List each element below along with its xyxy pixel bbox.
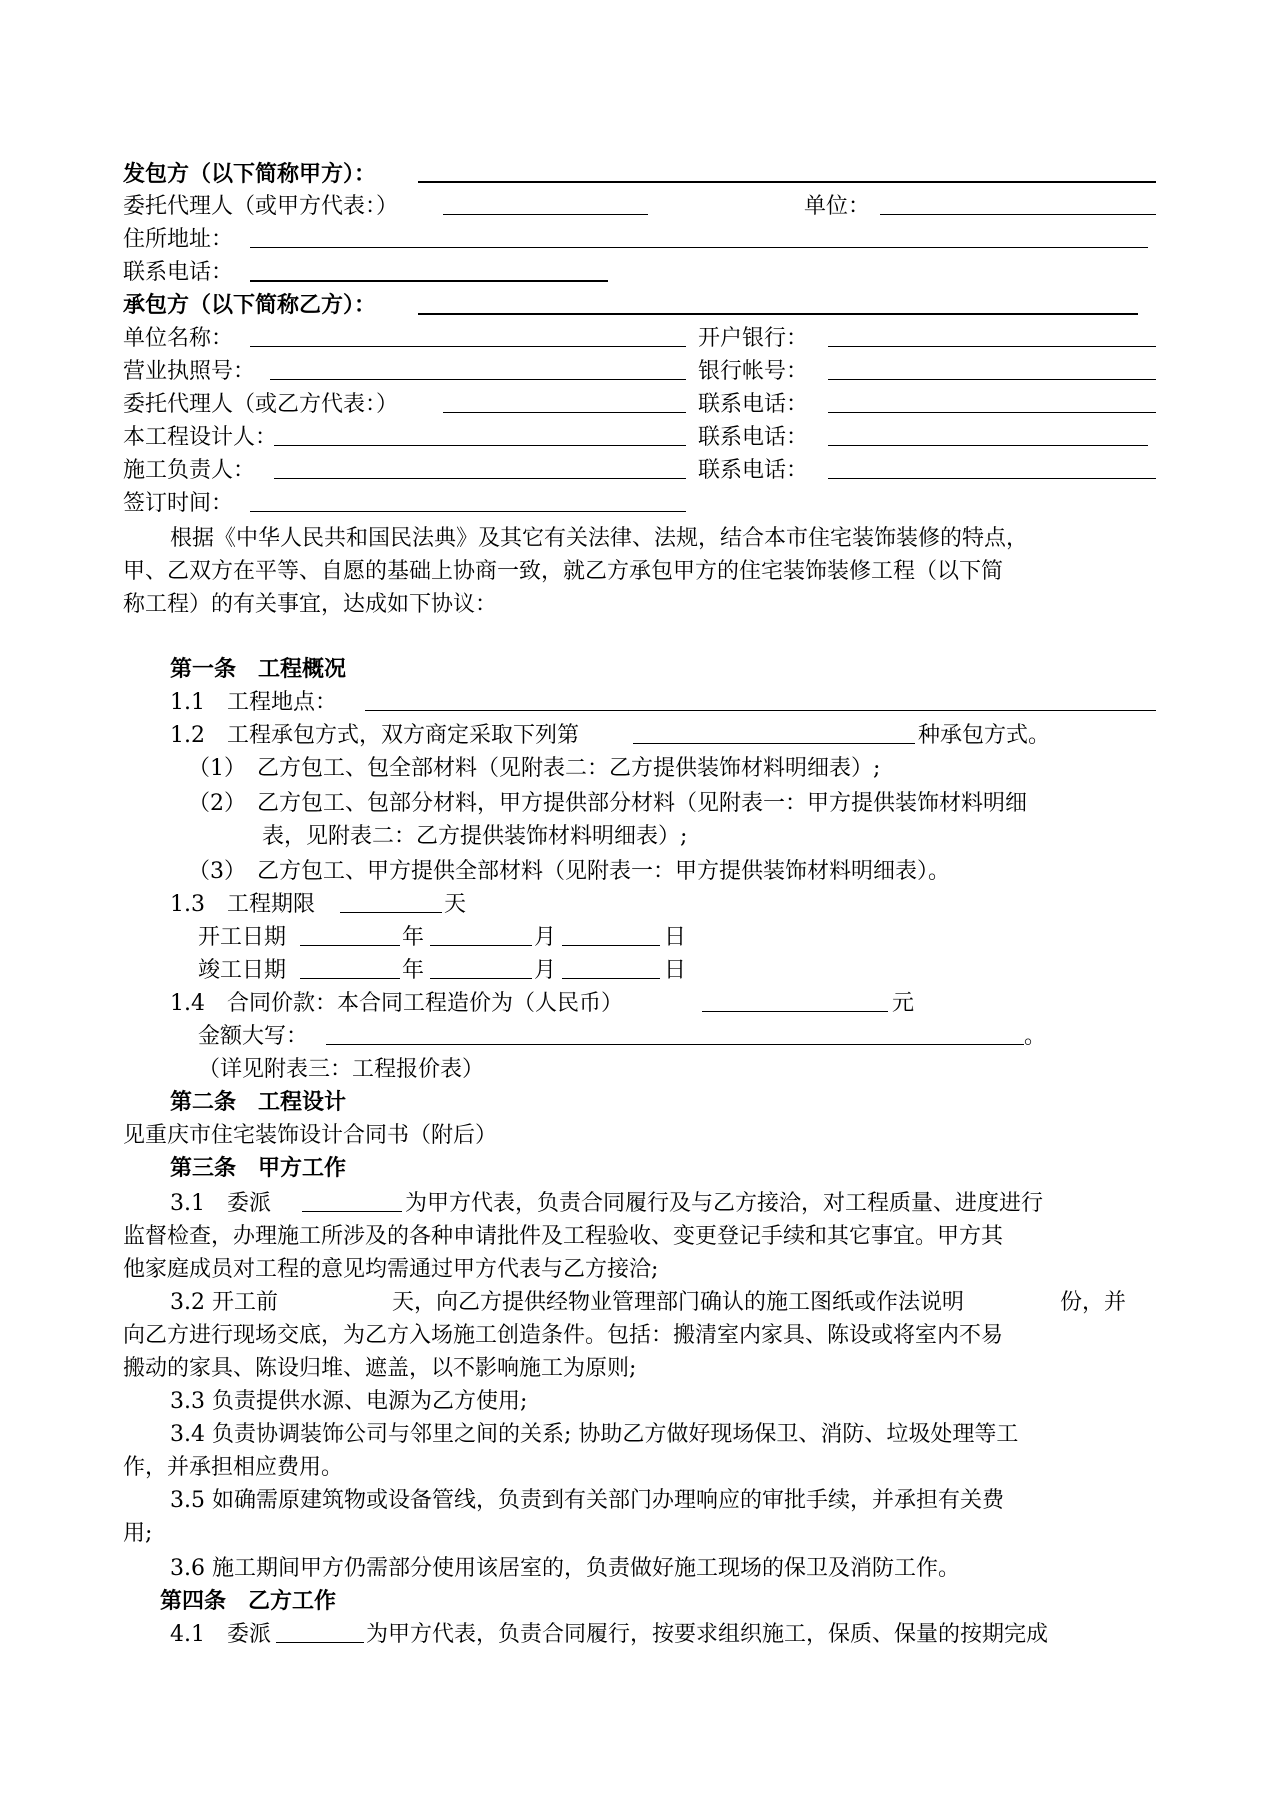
address-blank <box>250 247 1148 248</box>
article-4-title: 第四条 乙方工作 <box>160 1589 337 1614</box>
party-a-blank <box>418 181 1156 183</box>
phone-b1-label: 联系电话： <box>698 392 809 417</box>
phone-b1-blank <box>828 412 1156 413</box>
s3-1-blank <box>302 1211 402 1212</box>
s4-1-line-1: 为甲方代表，负责合同履行，按要求组织施工，保质、保量的按期完成 <box>366 1622 1049 1647</box>
s1-2-tail: 种承包方式。 <box>918 723 1051 748</box>
designer-blank <box>274 445 686 446</box>
s3-2-line-1: 天，向乙方提供经物业管理部门确认的施工图纸或作法说明 <box>392 1290 965 1315</box>
license-blank <box>270 379 686 380</box>
bank-blank <box>828 346 1156 347</box>
article-1-title: 第一条 工程概况 <box>170 657 347 682</box>
address-label: 住所地址： <box>123 227 234 252</box>
s3-2-line-2: 向乙方进行现场交底，为乙方入场施工创造条件。包括：搬清室内家具、陈设或将室内不易 <box>123 1323 1004 1348</box>
unit-name-blank <box>250 346 686 347</box>
article-2-text: 见重庆市住宅装饰设计合同书（附后） <box>123 1123 498 1148</box>
s3-1-label: 3.1 委派 <box>170 1191 271 1216</box>
intro-line-2: 甲、乙双方在平等、自愿的基础上协商一致，就乙方承包甲方的住宅装饰装修工程（以下简 <box>123 559 1004 584</box>
end-year-unit: 年 <box>402 958 425 983</box>
s3-1-line-1: 为甲方代表，负责合同履行及与乙方接洽，对工程质量、进度进行 <box>405 1191 1044 1216</box>
intro-line-1: 根据《中华人民共和国民法典》及其它有关法律、法规，结合本市住宅装饰装修的特点， <box>170 526 1029 551</box>
license-label: 营业执照号： <box>123 359 256 384</box>
sign-time-label: 签订时间： <box>123 491 234 516</box>
s1-1-label: 1.1 工程地点： <box>170 690 337 715</box>
start-day-unit: 日 <box>664 925 687 950</box>
s3-2-label: 3.2 开工前 <box>170 1290 278 1315</box>
unit-name-label: 单位名称： <box>123 326 234 351</box>
agent-b-blank <box>443 412 686 413</box>
bank-label: 开户银行： <box>698 326 809 351</box>
agent-a-label: 委托代理人（或甲方代表：） <box>123 194 399 219</box>
account-label: 银行帐号： <box>698 359 809 384</box>
party-b-blank <box>418 313 1138 315</box>
s1-2-text: 1.2 工程承包方式，双方商定采取下列第 <box>170 723 579 748</box>
end-date-label: 竣工日期 <box>198 958 287 983</box>
s3-5-line-2: 用; <box>123 1521 153 1546</box>
agent-a-blank <box>443 214 648 215</box>
start-year-blank <box>300 945 400 946</box>
amount-label: 金额大写： <box>198 1024 309 1049</box>
phone-a-label: 联系电话： <box>123 260 234 285</box>
start-date-label: 开工日期 <box>198 925 287 950</box>
agent-b-label: 委托代理人（或乙方代表：） <box>123 392 399 417</box>
s1-3-days-unit: 天 <box>444 892 467 917</box>
end-year-blank <box>300 978 400 979</box>
s1-2-blank <box>633 743 915 744</box>
option-2-line-2: 表，见附表二：乙方提供装饰材料明细表）; <box>262 824 688 849</box>
s3-6: 3.6 施工期间甲方仍需部分使用该居室的，负责做好施工现场的保卫及消防工作。 <box>170 1556 960 1581</box>
s3-2-line-1-tail: 份，并 <box>1060 1290 1127 1315</box>
unit-blank <box>880 214 1156 215</box>
party-a-label: 发包方（以下简称甲方）： <box>123 162 377 187</box>
s3-1-line-2: 监督检查，办理施工所涉及的各种申请批件及工程验收、变更登记手续和其它事宜。甲方其 <box>123 1224 1004 1249</box>
phone-b3-label: 联系电话： <box>698 458 809 483</box>
s1-4-label: 1.4 合同价款：本合同工程造价为（人民币） <box>170 991 623 1016</box>
amount-end: 。 <box>1024 1024 1047 1049</box>
start-month-blank <box>430 945 532 946</box>
detail-note: （详见附表三：工程报价表） <box>198 1057 485 1082</box>
option-3: （3） 乙方包工、甲方提供全部材料（见附表一：甲方提供装饰材料明细表）。 <box>188 859 950 884</box>
s1-4-price-blank <box>702 1011 888 1012</box>
manager-label: 施工负责人： <box>123 458 256 483</box>
option-1: （1） 乙方包工、包全部材料（见附表二：乙方提供装饰材料明细表）; <box>188 756 881 781</box>
account-blank <box>828 379 1156 380</box>
end-month-unit: 月 <box>534 958 557 983</box>
s1-3-days-blank <box>340 912 442 913</box>
manager-blank <box>274 478 686 479</box>
sign-time-blank <box>250 511 686 512</box>
article-2-title: 第二条 工程设计 <box>170 1090 347 1115</box>
end-day-blank <box>562 978 660 979</box>
s3-5-line-1: 3.5 如确需原建筑物或设备管线，负责到有关部门办理响应的审批手续，并承担有关费 <box>170 1488 1004 1513</box>
s4-1-blank <box>276 1642 364 1643</box>
phone-b3-blank <box>828 478 1156 479</box>
s4-1-label: 4.1 委派 <box>170 1622 271 1647</box>
designer-label: 本工程设计人： <box>123 425 278 450</box>
unit-label: 单位： <box>804 194 871 219</box>
phone-a-blank <box>250 280 608 282</box>
s1-4-price-unit: 元 <box>892 991 915 1016</box>
start-year-unit: 年 <box>402 925 425 950</box>
s3-3: 3.3 负责提供水源、电源为乙方使用; <box>170 1389 528 1414</box>
start-day-blank <box>562 945 660 946</box>
s1-1-blank <box>365 710 1156 711</box>
party-b-label: 承包方（以下简称乙方）： <box>123 293 377 318</box>
s3-4-line-1: 3.4 负责协调装饰公司与邻里之间的关系; 协助乙方做好现场保卫、消防、垃圾处理等工 <box>170 1422 1019 1447</box>
s3-1-line-3: 他家庭成员对工程的意见均需通过甲方代表与乙方接洽; <box>123 1257 659 1282</box>
s1-3-label: 1.3 工程期限 <box>170 892 315 917</box>
phone-b2-blank <box>828 445 1148 446</box>
amount-blank <box>326 1044 1024 1045</box>
start-month-unit: 月 <box>534 925 557 950</box>
s3-2-line-3: 搬动的家具、陈设归堆、遮盖，以不影响施工为原则; <box>123 1356 637 1381</box>
end-month-blank <box>430 978 532 979</box>
end-day-unit: 日 <box>664 958 687 983</box>
option-2-line-1: （2） 乙方包工、包部分材料，甲方提供部分材料（见附表一：甲方提供装饰材料明细 <box>188 791 1027 816</box>
phone-b2-label: 联系电话： <box>698 425 809 450</box>
article-3-title: 第三条 甲方工作 <box>170 1156 347 1181</box>
intro-line-3: 称工程）的有关事宜，达成如下协议： <box>123 592 498 617</box>
s3-4-line-2: 作，并承担相应费用。 <box>123 1455 344 1480</box>
